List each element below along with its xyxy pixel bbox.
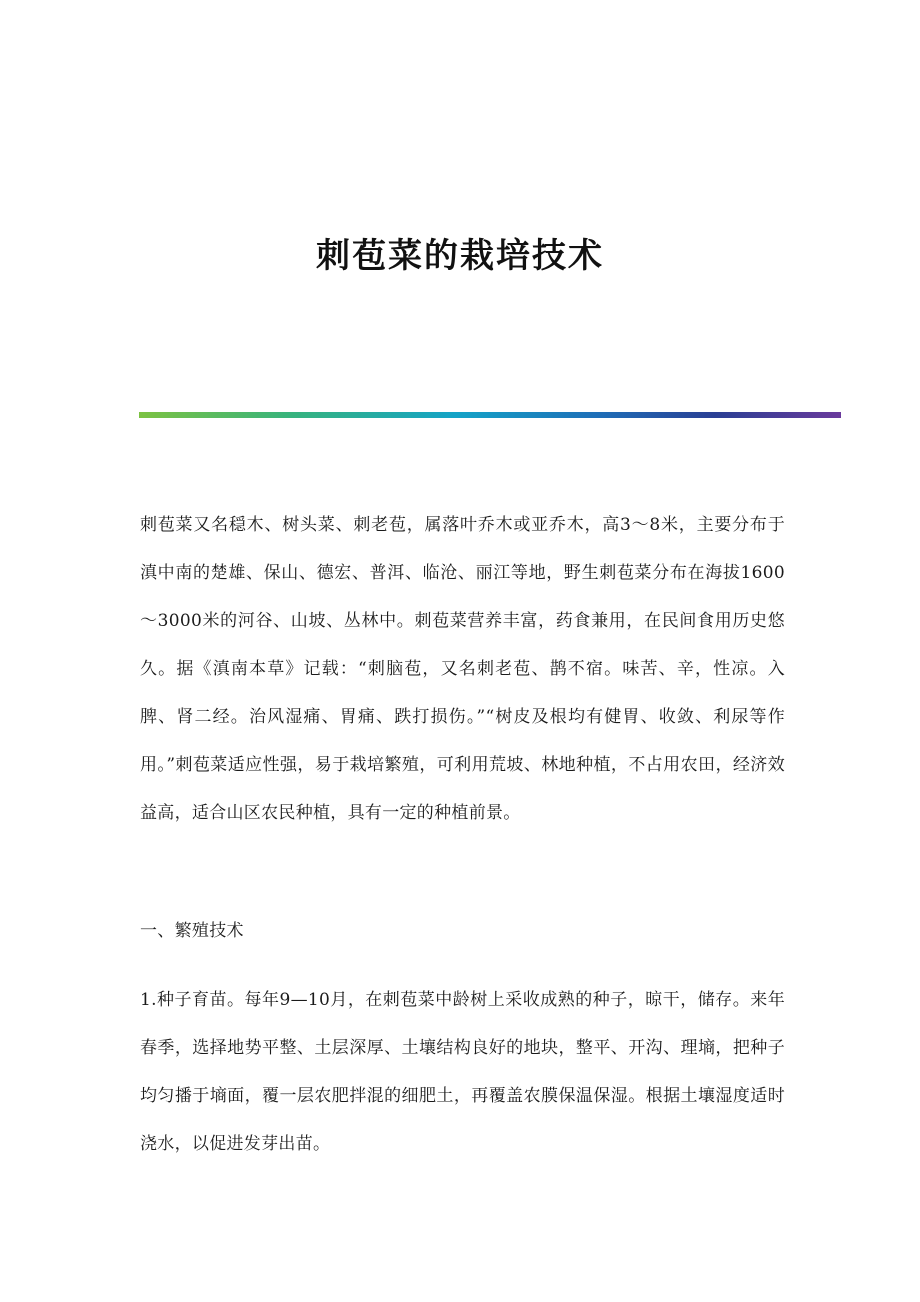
section-heading: 一、繁殖技术 xyxy=(140,921,244,941)
intro-paragraph: 刺苞菜又名穏木、树头菜、刺老苞，属落叶乔木或亚乔木，高3～8米，主要分布于滇中南的楚雄、保山、德宏、普洱、临沧、丽江等地，野生刺苞菜分布在海拔1600～3000米的河谷、山坡、丛林中。刺苞菜营养丰富，药食兼用，在民间食用历史悠久。据《滇南本草》记载：“刺脑苞，又名刺老苞、鹊不宿。味苦、辛，性凉。入脾、肾二经。治风湿痛、胃痛、跌打损伤。”“树皮及根均有健胃、收敛、利尿等作用。”刺苞菜适应性强，易于栽培繁殖，可利用荒坡、林地种植，不占用农田，经济效益高，适合山区农民种植，具有一定的种植前景。 xyxy=(140,515,785,823)
document-title: 刺苞菜的栽培技术 xyxy=(316,236,604,276)
gradient-divider xyxy=(139,412,841,418)
paragraph-seed-propagation: 1.种子育苗。每年9—10月，在刺苞菜中龄树上采收成熟的种子，晾干，储存。来年春季，选择地势平整、土层深厚、土壤结构良好的地块，整平、开沟、理墒，把种子均匀播于墒面，覆一层农肥拌混的细肥土，再覆盖农膜保温保湿。根据土壤湿度适时浇水，以促进发芽出苗。 xyxy=(140,990,785,1154)
